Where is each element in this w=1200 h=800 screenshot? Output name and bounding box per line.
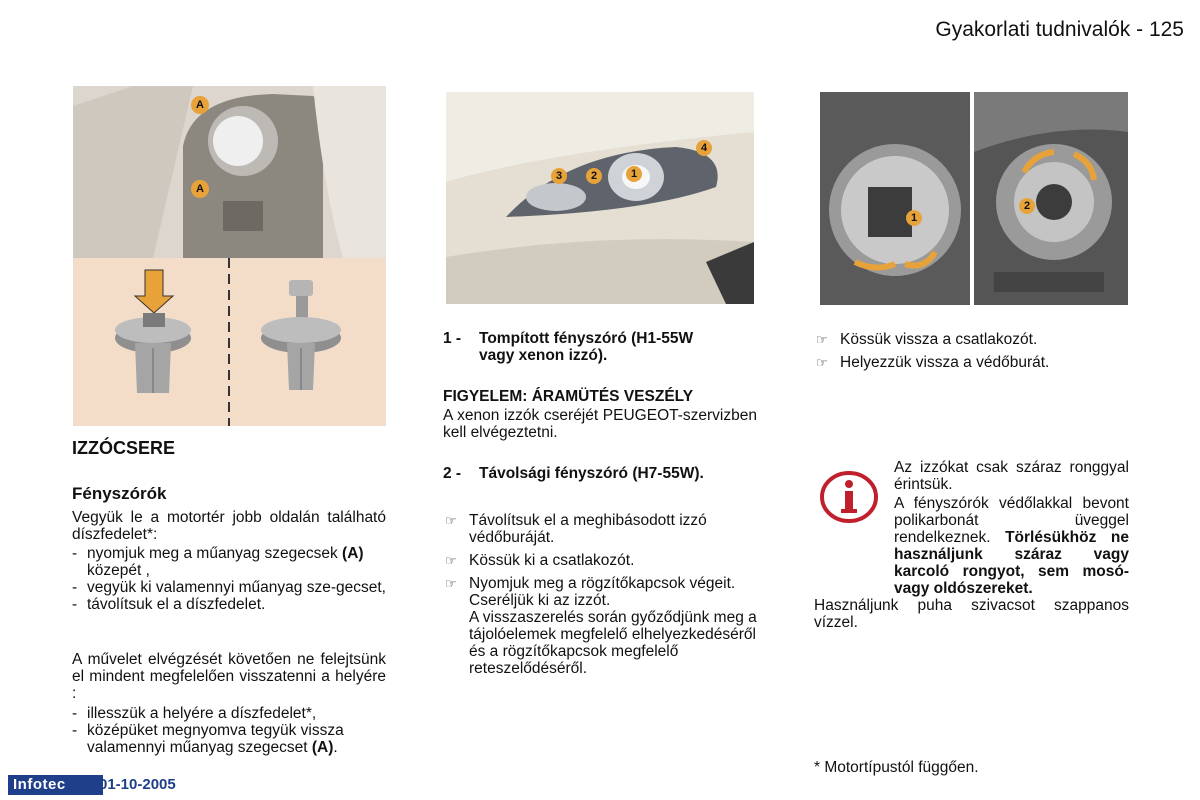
car-headlight-photo <box>446 92 754 304</box>
callout-1: 1 <box>626 166 642 182</box>
callout-3: 3 <box>551 168 567 184</box>
list-item: ☞ Távolítsuk el a meghibásodott izzó védőburáját. <box>443 512 759 546</box>
lamp-back-photo-2 <box>974 92 1128 305</box>
refit-steps <box>72 705 386 756</box>
replace-steps <box>443 512 759 615</box>
info-p3: Használjunk puha szivacsot szappanos vízzel. <box>814 597 1129 631</box>
page-title: Gyakorlati tudnivalók - 125 <box>935 18 1184 41</box>
sub-title: Fényszórók <box>72 484 167 503</box>
callout-lamp-2: 2 <box>1019 198 1035 214</box>
after-text: A művelet elvégzését követően ne felejtsünk el mindent megfelelően visszatenni a helyére : <box>72 651 386 702</box>
callout-2: 2 <box>586 168 602 184</box>
list-item: - nyomjuk meg a műanyag szegecsek (A) közepét , <box>72 545 386 579</box>
reassembly-note: A visszaszerelés során győződjünk meg a tájolóelemek megfelelő elhelyezkedéséről és a rögzítőkapcsok megfelelő reteszelődéséről. <box>469 609 757 677</box>
footnote: * Motortípustól függően. <box>814 759 979 776</box>
rivet-diagram <box>73 258 386 426</box>
callout-a-lower: A <box>191 180 209 198</box>
engine-cover-photo <box>73 86 386 258</box>
list-item: ☞ Nyomjuk meg a rögzítőkapcsok végeit. Cseréljük ki az izzót. <box>443 575 759 609</box>
infotec-logo: Infotec <box>8 775 103 795</box>
print-date: 01-10-2005 <box>99 776 176 793</box>
lamp-back-photo-1 <box>820 92 970 305</box>
callout-4: 4 <box>696 140 712 156</box>
list-item: - vegyük ki valamennyi műanyag sze-gecset, <box>72 579 386 596</box>
list-item: - távolítsuk el a díszfedelet. <box>72 596 386 613</box>
callout-a-upper: A <box>191 96 209 114</box>
item-2: 2 - Távolsági fényszóró (H7-55W). <box>443 465 704 482</box>
list-item: - illesszük a helyére a díszfedelet*, <box>72 705 386 722</box>
info-p2: A fényszórók védőlakkal bevont polikarbonát üveggel rendelkeznek. Törlésükhöz ne használjunk száraz vagy karcoló rongyot, sem mosó- vagy oldószereket. <box>894 495 1129 597</box>
info-p1: Az izzókat csak száraz ronggyal érintsük. <box>894 459 1129 493</box>
list-item: ☞ Kössük ki a csatlakozót. <box>443 552 759 569</box>
section-title: IZZÓCSERE <box>72 438 176 458</box>
list-item: - középüket megnyomva tegyük vissza valamennyi műanyag szegecset (A). <box>72 722 386 756</box>
removal-steps <box>72 545 386 613</box>
warning-text: A xenon izzók cseréjét PEUGEOT-szervizben kell elvégeztetni. <box>443 407 757 441</box>
intro-text: Vegyük le a motortér jobb oldalán található díszfedelet*: <box>72 509 386 543</box>
list-item: ☞ Helyezzük vissza a védőburát. <box>814 354 1134 371</box>
warning-title: FIGYELEM: ÁRAMÜTÉS VESZÉLY <box>443 388 694 405</box>
item-1: 1 - Tompított fényszóró (H1-55W vagy xenon izzó). <box>443 330 694 364</box>
refit-bullets <box>814 331 1134 377</box>
callout-lamp-1: 1 <box>906 210 922 226</box>
list-item: ☞ Kössük vissza a csatlakozót. <box>814 331 1134 348</box>
